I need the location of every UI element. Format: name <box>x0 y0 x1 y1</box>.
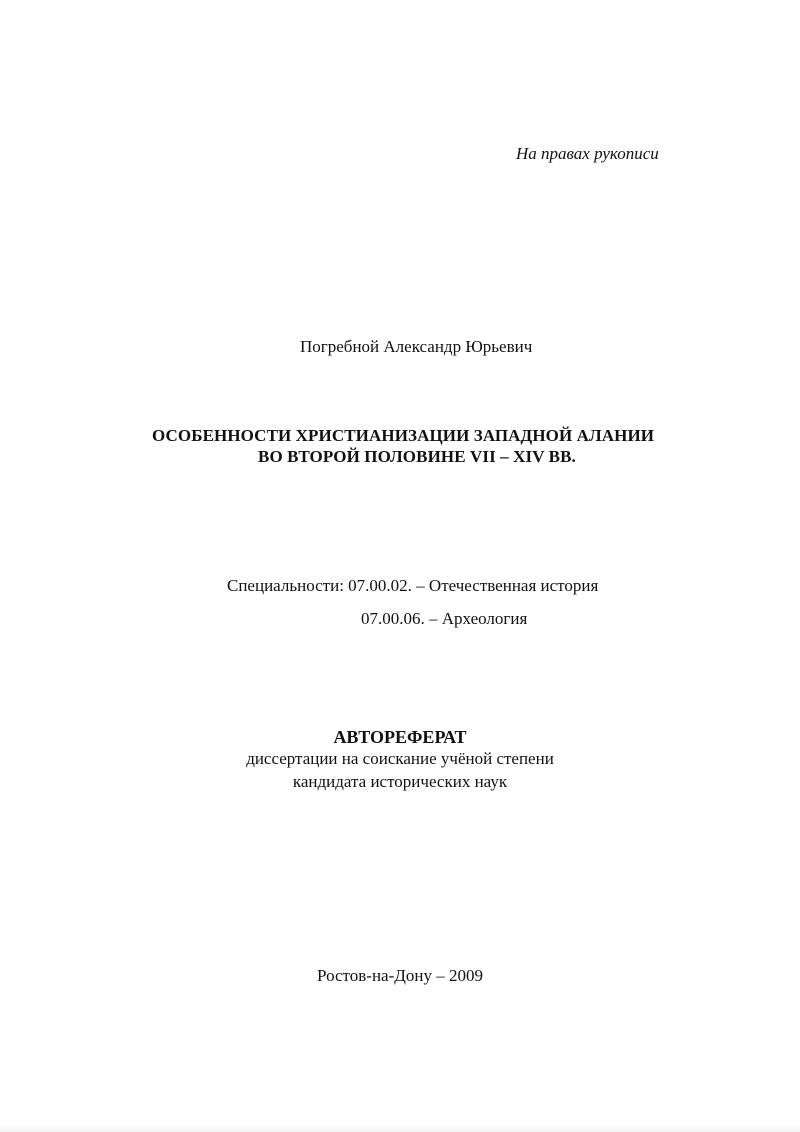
specialty-line-2: 07.00.06. – Археология <box>361 609 528 628</box>
title-line-1: ОСОБЕННОСТИ ХРИСТИАНИЗАЦИИ ЗАПАДНОЙ АЛАНИИ <box>152 426 655 445</box>
place-and-year: Ростов-на-Дону – 2009 <box>317 966 483 985</box>
abstract-line-1: диссертации на соискание учёной степени <box>246 749 554 768</box>
manuscript-note: На правах рукописи <box>516 144 659 163</box>
specialty-line-1: Специальности: 07.00.02. – Отечественная история <box>227 576 599 595</box>
scan-edge-artifact <box>0 1126 800 1132</box>
abstract-line-2: кандидата исторических наук <box>292 772 508 791</box>
title-line-2: ВО ВТОРОЙ ПОЛОВИНЕ VII – XIV ВВ. <box>258 447 576 466</box>
abstract-heading: АВТОРЕФЕРАТ <box>333 727 467 747</box>
author-name: Погребной Александр Юрьевич <box>300 337 533 356</box>
